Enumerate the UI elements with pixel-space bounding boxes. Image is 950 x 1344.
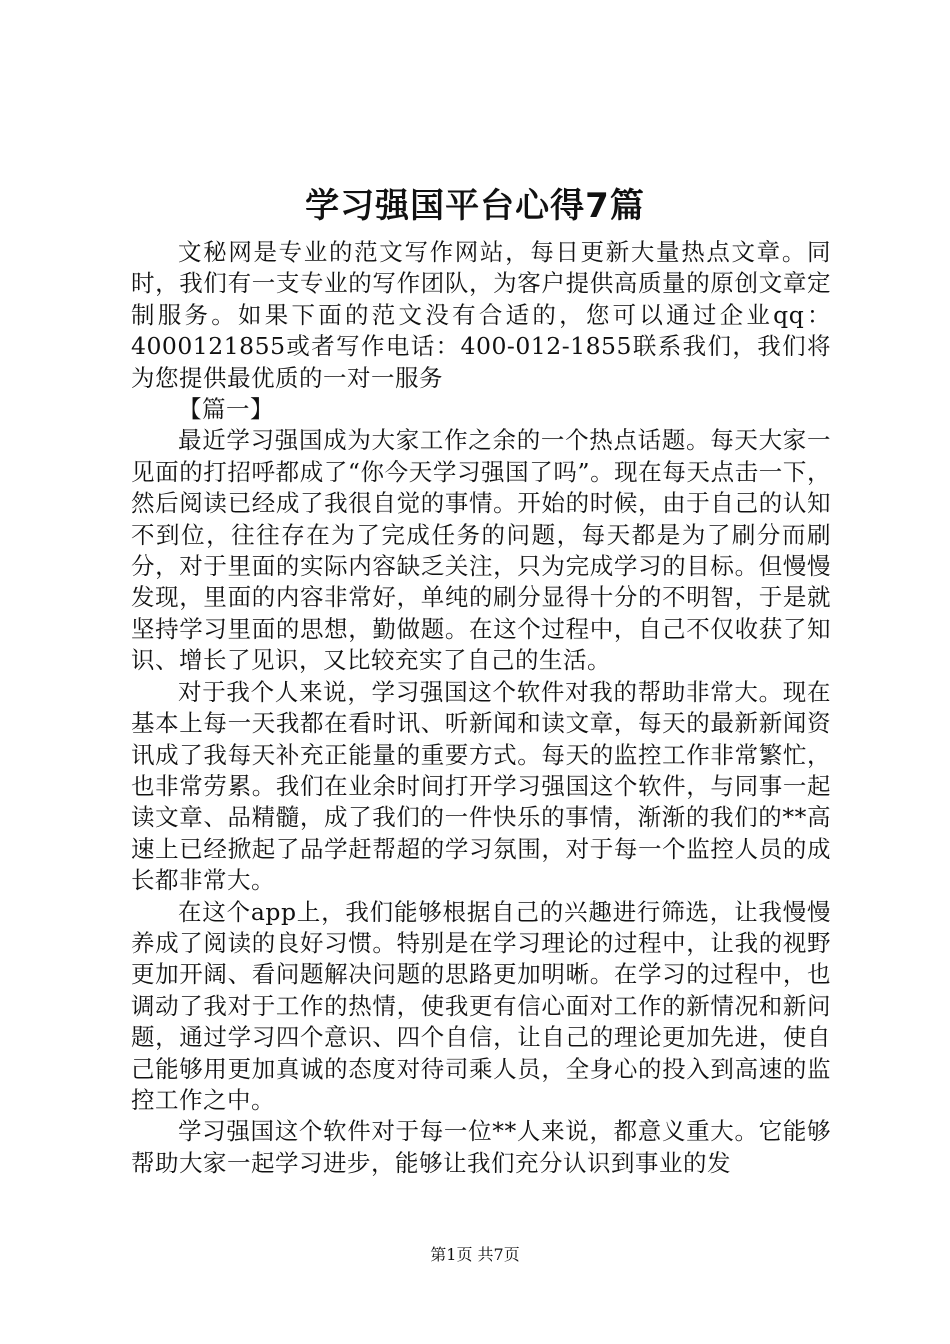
body-paragraph: 最近学习强国成为大家工作之余的一个热点话题。每天大家一见面的打招呼都成了“你今天学习强国了吗”。现在每天点击一下，然后阅读已经成了我很自觉的事情。开始的时候，由于自己的认知不到位，往往存在为了完成任务的问题，每天都是为了刷分而刷分，对于里面的实际内容缺乏关注，只为完成学习的目标。但慢慢发现，里面的内容非常好，单纯的刷分显得十分的不明智，于是就坚持学习里面的思想，勤做题。在这个过程中，自己不仅收获了知识、增长了见识，又比较充实了自己的生活。	[131, 426, 831, 675]
document-title: 学习强国平台心得7篇	[305, 186, 645, 226]
intro-paragraph: 文秘网是专业的范文写作网站，每日更新大量热点文章。同时，我们有一支专业的写作团队，为客户提供高质量的原创文章定制服务。如果下面的范文没有合适的，您可以通过企业qq：4000121855或者写作电话：400-012-1855联系我们，我们将为您提供最优质的一对一服务	[131, 238, 831, 392]
document-body	[131, 237, 831, 1179]
body-paragraph: 学习强国这个软件对于每一位**人来说，都意义重大。它能够帮助大家一起学习进步，能够让我们充分认识到事业的发	[131, 1117, 831, 1177]
body-paragraph: 对于我个人来说，学习强国这个软件对我的帮助非常大。现在基本上每一天我都在看时讯、听新闻和读文章，每天的最新新闻资讯成了我每天补充正能量的重要方式。每天的监控工作非常繁忙，也非常劳累。我们在业余时间打开学习强国这个软件，与同事一起读文章、品精髓，成了我们的一件快乐的事情，渐渐的我们的**高速上已经掀起了品学赶帮超的学习氛围，对于每一个监控人员的成长都非常大。	[131, 677, 831, 895]
body-paragraph: 在这个app上，我们能够根据自己的兴趣进行筛选，让我慢慢养成了阅读的良好习惯。特别是在学习理论的过程中，让我的视野更加开阔、看问题解决问题的思路更加明晰。在学习的过程中，也调动了我对于工作的热情，使我更有信心面对工作的新情况和新问题，通过学习四个意识、四个自信，让自己的理论更加先进，使自己能够用更加真诚的态度对待司乘人员，全身心的投入到高速的监控工作之中。	[131, 897, 831, 1114]
section-heading: 【篇一】	[178, 395, 274, 424]
page-footer: 第1页 共7页	[430, 1245, 520, 1264]
